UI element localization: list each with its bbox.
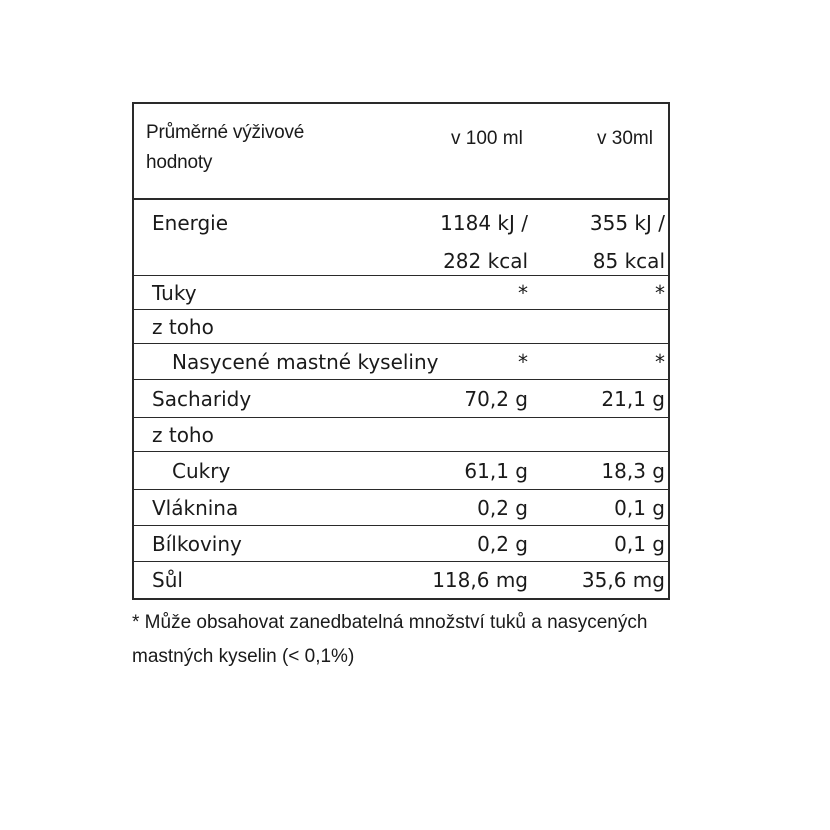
- row-label: Bílkoviny: [152, 532, 242, 556]
- table-row-bilkoviny: [134, 526, 668, 562]
- header-name: Průměrné výživové hodnoty: [146, 122, 305, 173]
- row-label: z toho: [152, 315, 214, 339]
- value-100ml: 0,2 g: [477, 532, 528, 556]
- row-label: Sůl: [152, 568, 183, 592]
- value-30ml: 0,1 g: [614, 496, 665, 520]
- value-30ml: *: [655, 281, 665, 305]
- table-row-sacharidy: [134, 380, 668, 418]
- row-label: Tuky: [152, 281, 197, 305]
- table-row-z-toho: [134, 418, 668, 452]
- row-label: Nasycené mastné kyseliny: [172, 350, 439, 374]
- table-row-cukry: [134, 452, 668, 490]
- value-100ml: *: [518, 350, 528, 374]
- footnote-line-1: * Může obsahovat zanedbatelná množství tuků a nasycených: [132, 612, 648, 633]
- table-header: [134, 104, 668, 200]
- value-30ml: *: [655, 350, 665, 374]
- table-row-nasycene: [134, 344, 668, 380]
- row-label: Sacharidy: [152, 387, 252, 411]
- value-energy-kj-30ml: 355 kJ /: [589, 211, 665, 235]
- row-label: Vláknina: [152, 496, 239, 520]
- value-100ml: *: [518, 281, 528, 305]
- table-row-energie: [134, 200, 668, 276]
- value-100ml: 61,1 g: [464, 459, 528, 483]
- row-label: z toho: [152, 423, 214, 447]
- table-row-vlaknina: [134, 490, 668, 526]
- table-row-z-toho: [134, 310, 668, 344]
- header-per-30ml: v 30ml: [597, 128, 653, 149]
- value-30ml: 18,3 g: [601, 459, 665, 483]
- value-100ml: 0,2 g: [477, 496, 528, 520]
- footnote: [132, 606, 692, 674]
- footnote-line-2: mastných kyselin (< 0,1%): [132, 646, 355, 667]
- value-100ml: 118,6 mg: [432, 568, 528, 592]
- value-100ml: 70,2 g: [464, 387, 528, 411]
- table-row-tuky: [134, 276, 668, 310]
- value-30ml: 35,6 mg: [581, 568, 665, 592]
- row-label: Energie: [152, 211, 229, 235]
- value-energy-kcal-30ml: 85 kcal: [592, 249, 665, 273]
- value-30ml: 21,1 g: [601, 387, 665, 411]
- value-energy-kcal-100ml: 282 kcal: [443, 249, 528, 273]
- nutrition-table: [132, 102, 670, 600]
- row-label: Cukry: [172, 459, 231, 483]
- value-30ml: 0,1 g: [614, 532, 665, 556]
- table-row-sul: [134, 562, 668, 598]
- value-energy-kj-100ml: 1184 kJ /: [440, 211, 528, 235]
- header-per-100ml: v 100 ml: [451, 128, 523, 149]
